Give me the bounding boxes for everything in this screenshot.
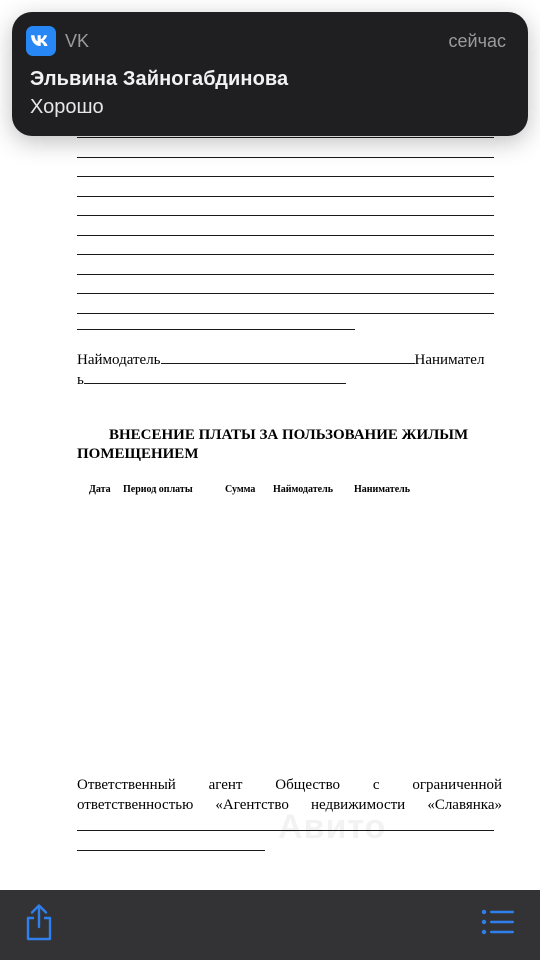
blank-line xyxy=(77,215,494,216)
column-header-period: Период оплаты xyxy=(123,484,193,495)
column-header-amount: Сумма xyxy=(225,484,256,495)
blank-line xyxy=(77,254,494,255)
tenant-label: Нанимател xyxy=(414,352,485,368)
share-icon xyxy=(23,903,55,946)
list-icon xyxy=(481,909,515,940)
blank-line xyxy=(77,850,265,851)
sender-name: Эльвина Зайногабдинова xyxy=(30,68,289,90)
column-header-tenant: Наниматель xyxy=(354,484,411,495)
blank-line xyxy=(77,196,494,197)
contents-list-button[interactable] xyxy=(478,904,518,944)
blank-line xyxy=(77,274,494,275)
blank-line xyxy=(77,329,355,330)
agent-line2: ответственностью «Агентство недвижимости «Славянка» xyxy=(77,797,502,813)
signature-row xyxy=(77,350,484,370)
blank-line xyxy=(77,137,494,138)
agent-line1: Ответственный агент Общество с ограниченной xyxy=(77,777,502,793)
column-header-landlord: Наймодатель xyxy=(273,484,333,495)
blank-line xyxy=(77,157,494,158)
tenant-signature-line xyxy=(84,370,346,384)
landlord-label: Наймодатель xyxy=(77,352,161,368)
blank-line xyxy=(77,313,494,314)
app-name: VK xyxy=(65,31,90,51)
column-header-date: Дата xyxy=(89,484,111,495)
notification-banner[interactable] xyxy=(12,12,528,136)
blank-line xyxy=(77,176,494,177)
tenant-label-wrap: ь xyxy=(77,372,84,388)
section-title-line2: ПОМЕЩЕНИЕМ xyxy=(77,446,199,462)
notification-time: сейчас xyxy=(448,31,506,51)
section-title-line1: ВНЕСЕНИЕ ПЛАТЫ ЗА ПОЛЬЗОВАНИЕ ЖИЛЫМ xyxy=(109,427,469,443)
section-title xyxy=(77,426,502,464)
vk-app-icon xyxy=(26,26,56,56)
message-preview: Хорошо xyxy=(30,96,104,118)
bottom-toolbar xyxy=(0,890,540,960)
landlord-signature-line xyxy=(161,350,415,364)
blank-line xyxy=(77,235,494,236)
watermark: Авито xyxy=(278,808,387,846)
signature-row-2 xyxy=(77,370,346,390)
blank-line xyxy=(77,293,494,294)
share-button[interactable] xyxy=(19,904,59,944)
